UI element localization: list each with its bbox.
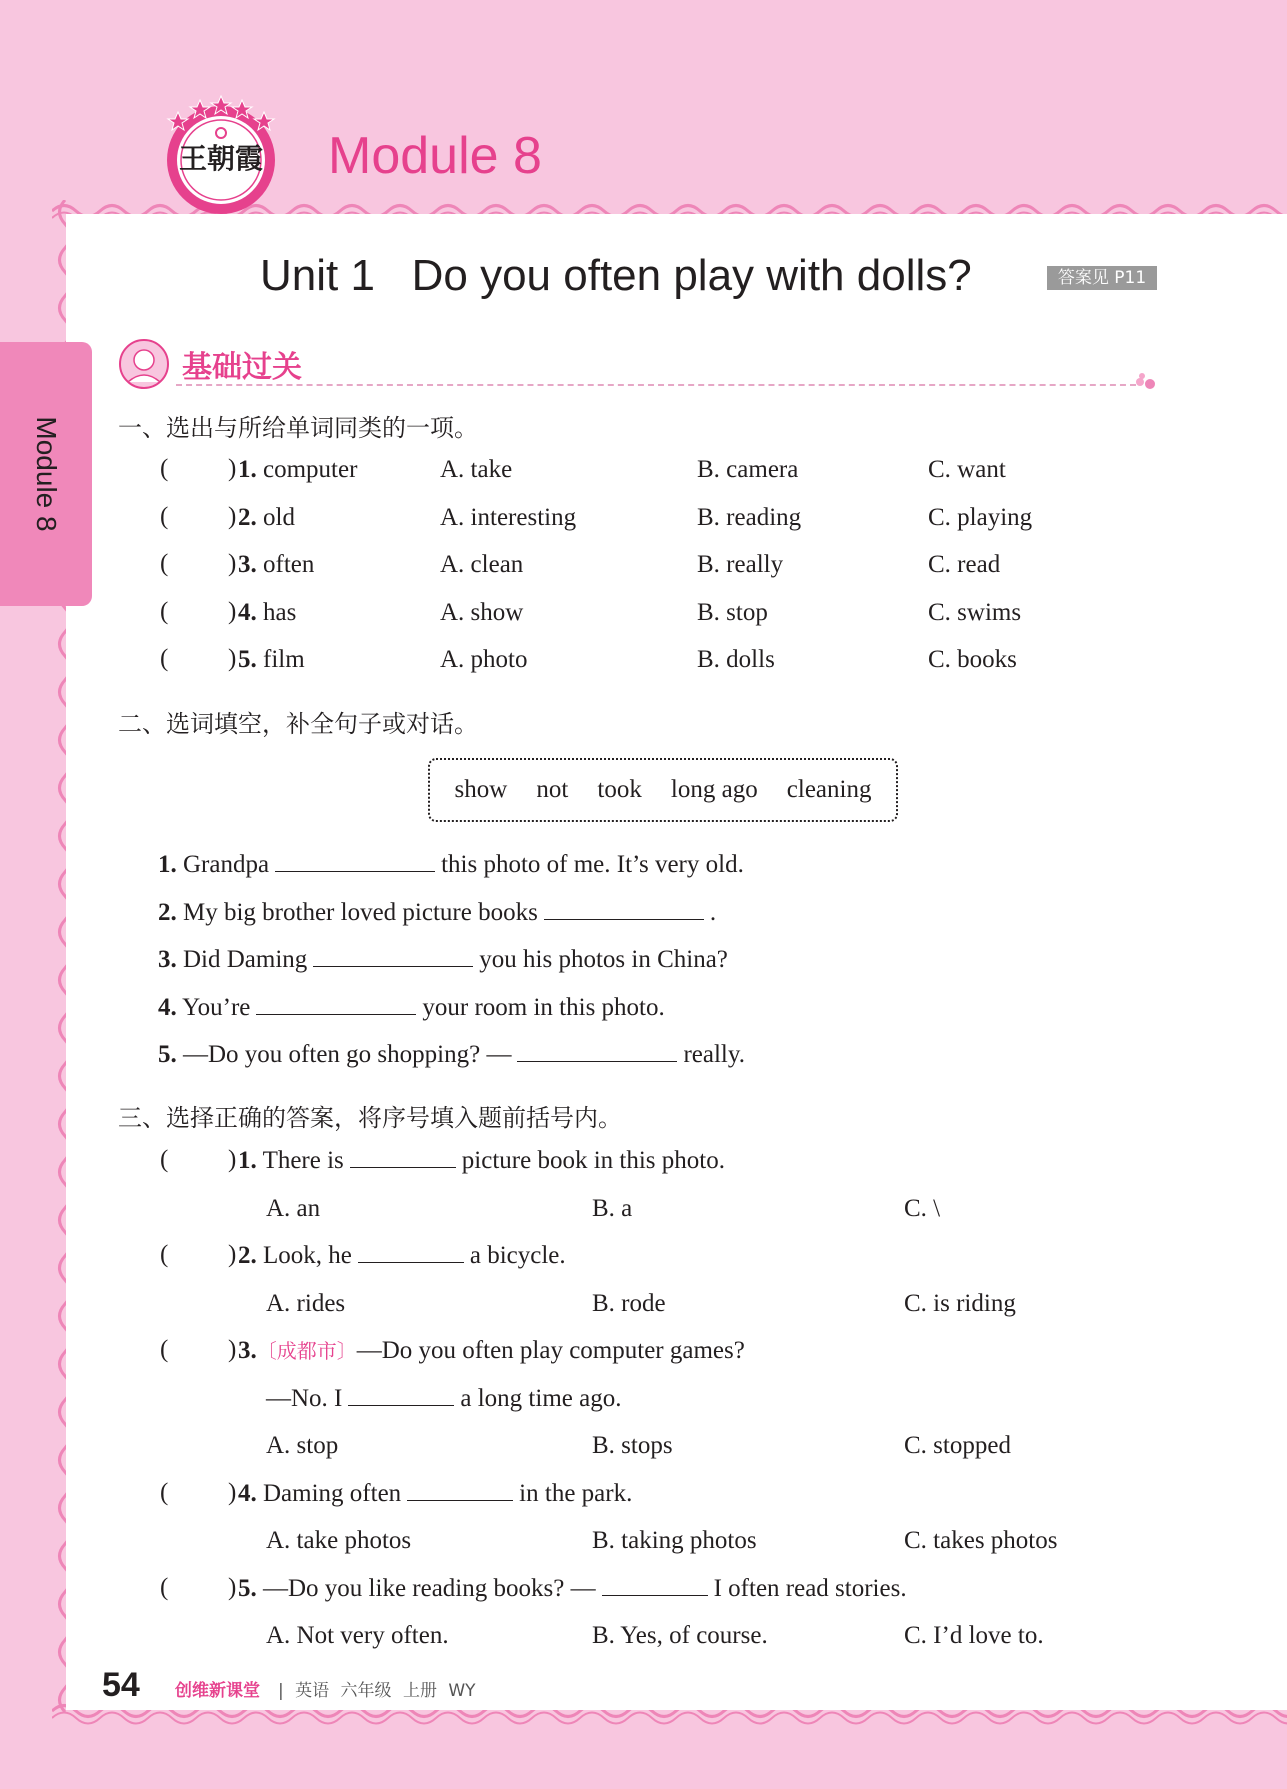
answer-blank[interactable] <box>544 918 704 920</box>
answer-paren-close: ) <box>228 502 237 530</box>
question-text-before: Look, he <box>263 1242 352 1269</box>
question-text-after: a bicycle. <box>469 1242 566 1269</box>
answer-paren-close: ) <box>228 1336 237 1363</box>
option-c: C. read <box>928 551 1001 578</box>
question-number: 3. <box>158 946 177 973</box>
word-bank-item: not <box>536 776 569 803</box>
decorative-dots-icon <box>1134 372 1174 392</box>
source-tag: 〔成都市〕 <box>256 1339 357 1363</box>
question-word <box>238 457 357 482</box>
word-bank-item: show <box>454 776 508 803</box>
section-title: 基础过关 <box>182 350 302 385</box>
question-number: 1. <box>238 456 257 483</box>
option-c: C. want <box>928 456 1006 483</box>
question-number: 2. <box>158 898 177 926</box>
svg-text:王朝霞: 王朝霞 <box>178 142 264 175</box>
footer-details: | 英语 六年级 上册 WY <box>278 1681 476 1701</box>
answer-paren-close: ) <box>228 1146 237 1173</box>
option-b: B. rode <box>592 1289 666 1317</box>
question-number: 5. <box>158 1041 177 1068</box>
option-a: A. Not very often. <box>266 1622 449 1649</box>
question-word-text: has <box>263 598 297 626</box>
answer-paren-close: ) <box>228 1478 237 1506</box>
option-c: C. is riding <box>904 1289 1016 1317</box>
page-number: 54 <box>102 1666 140 1704</box>
side-tab-label: Module 8 <box>31 416 62 532</box>
question-text-after: a long time ago. <box>460 1384 622 1412</box>
option-a: A. take <box>440 456 513 483</box>
question-word <box>238 552 314 577</box>
fill-sentence <box>158 852 744 877</box>
answer-paren-open[interactable]: ( <box>160 645 169 672</box>
question-text-before: —Do you like reading books? — <box>263 1574 596 1602</box>
answer-paren-close: ) <box>228 597 237 625</box>
question-word <box>238 505 295 530</box>
sentence-after: really. <box>683 1041 745 1068</box>
question-line-2 <box>266 1386 621 1411</box>
question-word-text: film <box>263 646 305 673</box>
question-word-text: old <box>263 503 295 531</box>
option-a: A. stop <box>266 1432 339 1459</box>
question-text-after: in the park. <box>519 1479 633 1507</box>
question-number: 5. <box>238 1574 257 1602</box>
question-text-after: picture book in this photo. <box>461 1147 725 1174</box>
choice-question <box>238 1576 907 1601</box>
sentence-after: your room in this photo. <box>422 993 665 1021</box>
question-text-after: I often read stories. <box>713 1574 907 1602</box>
choice-question <box>238 1148 725 1173</box>
answer-blank[interactable] <box>517 1060 677 1062</box>
question-number: 1. <box>158 851 177 878</box>
question-word-text: often <box>263 551 315 578</box>
word-bank <box>428 758 898 822</box>
option-c: C. playing <box>928 503 1033 531</box>
sentence-before: My big brother loved picture books <box>183 898 538 926</box>
fill-sentence <box>158 947 728 972</box>
answer-blank[interactable] <box>602 1594 708 1596</box>
question-number: 3. <box>238 551 257 578</box>
question-text-before: There is <box>262 1147 344 1174</box>
option-c: C. stopped <box>904 1432 1011 1459</box>
answer-blank[interactable] <box>407 1499 513 1501</box>
option-c: C. takes photos <box>904 1527 1058 1554</box>
section-header <box>116 334 1156 386</box>
answer-paren-open[interactable]: ( <box>160 1478 169 1506</box>
answer-paren-close: ) <box>228 455 237 482</box>
option-b: B. reading <box>697 503 802 531</box>
unit-title: Unit 1 Do you often play with dolls? <box>260 251 972 300</box>
answer-paren-close: ) <box>228 550 237 577</box>
sentence-before: Grandpa <box>183 851 270 878</box>
question-number: 4. <box>238 598 257 626</box>
answer-blank[interactable] <box>358 1261 464 1263</box>
option-a: A. photo <box>440 646 528 673</box>
answer-paren-open[interactable]: ( <box>160 455 169 482</box>
sentence-before: Did Daming <box>183 946 308 973</box>
option-b: B. camera <box>697 456 799 483</box>
module-title: Module 8 <box>328 127 542 185</box>
answer-paren-open[interactable]: ( <box>160 1241 169 1268</box>
question-number: 4. <box>158 993 177 1021</box>
question-number: 2. <box>238 1242 257 1269</box>
option-a: A. interesting <box>440 503 577 531</box>
sentence-after: this photo of me. It’s very old. <box>441 851 744 878</box>
answer-blank[interactable] <box>256 1013 416 1015</box>
fill-sentence <box>158 995 665 1020</box>
question-word-text: computer <box>263 456 358 483</box>
answer-paren-open[interactable]: ( <box>160 1146 169 1173</box>
question-number: 5. <box>238 646 257 673</box>
choice-question <box>238 1481 632 1506</box>
brand-logo-icon <box>156 88 286 218</box>
option-b: B. taking photos <box>592 1527 757 1554</box>
option-a: A. show <box>440 598 524 626</box>
option-b: B. stop <box>697 598 768 626</box>
option-c: C. \ <box>904 1194 941 1222</box>
answer-blank[interactable] <box>350 1166 456 1168</box>
option-c: C. I’d love to. <box>904 1622 1044 1649</box>
answer-paren-open[interactable]: ( <box>160 550 169 577</box>
word-bank-item: long ago <box>670 776 758 803</box>
word-bank-item: cleaning <box>786 776 872 803</box>
option-c: C. books <box>928 646 1017 673</box>
option-a: A. take photos <box>266 1527 412 1554</box>
question-word <box>238 600 296 625</box>
word-bank-item: took <box>597 776 642 803</box>
option-a: A. an <box>266 1194 321 1222</box>
option-b: B. stops <box>592 1432 673 1459</box>
part2-heading: 二、选词填空，补全句子或对话。 <box>118 710 478 738</box>
fill-sentence <box>158 1042 745 1067</box>
sentence-after: . <box>709 898 717 926</box>
question-number: 4. <box>238 1479 257 1507</box>
answer-paren-close: ) <box>228 1573 237 1601</box>
answer-blank[interactable] <box>313 965 473 967</box>
answer-paren-close: ) <box>228 1241 237 1268</box>
sentence-before: You’re <box>182 993 251 1021</box>
answer-paren-open[interactable]: ( <box>160 502 169 530</box>
sentence-before: —Do you often go shopping? — <box>183 1041 512 1068</box>
option-b: B. dolls <box>697 646 775 673</box>
option-b: B. Yes, of course. <box>592 1622 768 1649</box>
sentence-after: you his photos in China? <box>479 946 728 973</box>
question-word <box>238 647 305 672</box>
student-avatar-icon <box>118 338 170 390</box>
answer-paren-open[interactable]: ( <box>160 1336 169 1363</box>
choice-question <box>238 1243 566 1268</box>
part3-heading: 三、选择正确的答案，将序号填入题前括号内。 <box>118 1104 622 1132</box>
question-number: 1. <box>238 1147 257 1174</box>
option-b: B. really <box>697 551 784 578</box>
question-text-before: Daming often <box>263 1479 402 1507</box>
fill-sentence <box>158 900 716 925</box>
question-number: 3. <box>238 1337 257 1364</box>
option-b: B. a <box>592 1194 633 1222</box>
answer-paren-close: ) <box>228 645 237 672</box>
section-divider <box>176 384 1136 386</box>
answer-blank[interactable] <box>275 870 435 872</box>
part1-heading: 一、选出与所给单词同类的一项。 <box>118 414 478 442</box>
question-text-before: —Do you often play computer games? <box>356 1337 745 1364</box>
footer-brand: 创维新课堂 <box>175 1681 260 1701</box>
option-a: A. rides <box>266 1289 346 1317</box>
option-c: C. swims <box>928 598 1022 626</box>
answer-reference-badge: 答案见 P11 <box>1047 266 1157 290</box>
question-number: 2. <box>238 503 257 531</box>
answer-paren-open[interactable]: ( <box>160 597 169 625</box>
choice-question <box>238 1338 745 1363</box>
option-a: A. clean <box>440 551 524 578</box>
answer-blank[interactable] <box>348 1404 454 1406</box>
question-text-before: —No. I <box>266 1384 343 1412</box>
answer-paren-open[interactable]: ( <box>160 1573 169 1601</box>
